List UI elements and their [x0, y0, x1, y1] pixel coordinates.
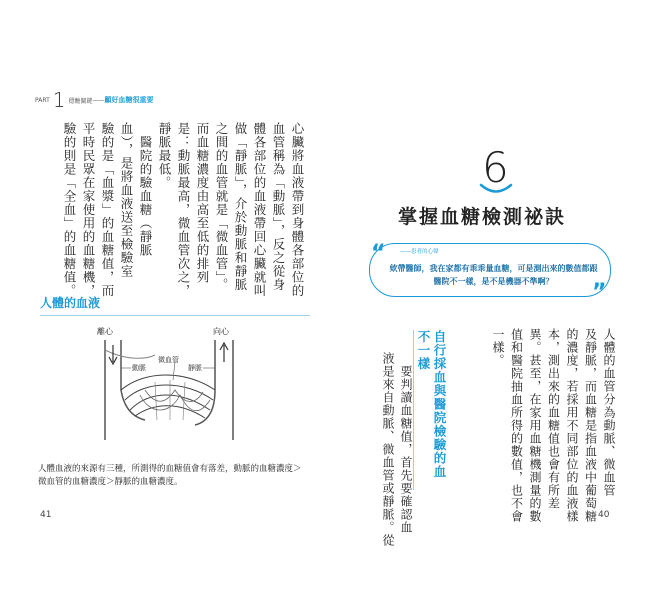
text-column: 心臟將血液帶到身體各部位的 [290, 122, 305, 298]
close-quote-icon: ” [592, 280, 607, 305]
text-column: 人體的血管分為動脈、微血管 [602, 328, 616, 497]
text-column: 做「靜脈」，介於動脈和靜脈 [233, 122, 248, 292]
text-column: 值和醫院抽血所得的數值，也不會 [509, 328, 524, 523]
page-number-left: 41 [40, 510, 52, 520]
text-column: 一樣。 [491, 328, 505, 367]
chapter-title: 掌握血糖檢測祕訣 [398, 206, 567, 228]
text-column: 是：動脈最高，微血管次之， [176, 122, 191, 298]
left-page [0, 0, 327, 609]
text-column: 靜脈最低。 [157, 122, 172, 190]
label-out-heart: 離心 [97, 327, 113, 336]
label-to-heart: 向心 [213, 327, 229, 336]
label-artery: 動脈 [132, 364, 146, 372]
text-column: 驗的是「血漿」的血糖值，而 [100, 122, 115, 298]
text-column: 要判讀血糖值，首先要確認血 [399, 352, 413, 534]
text-column: 平時民眾在家使用的血糖機， [81, 122, 96, 298]
text-column: 及靜脈，而血糖是指血液中葡萄糖 [583, 328, 598, 523]
text-column: 異。甚至，在家用血糖機測量的數 [528, 328, 542, 523]
text-column: 之間的血管就是「微血管」。 [214, 122, 229, 292]
label-capillary: 微血管 [158, 356, 179, 364]
text-column: 體各部位的血液帶回心臟就叫 [252, 122, 267, 298]
diagram-caption: 人體血液的來源有三種，所測得的血糖值會有落差，動脈的血糖濃度＞微血管的血糖濃度＞靜脈的血糖濃度。 [38, 464, 302, 487]
arrow-up-icon [220, 343, 228, 362]
text-column: 本，測出來的血糖值也會有所差 [546, 328, 561, 510]
open-quote-icon: “ [371, 241, 386, 266]
header-part-number: 1 [52, 88, 66, 112]
page-number-right: 40 [598, 510, 610, 520]
question-label: ——患者的心聲 [397, 247, 442, 255]
label-vein: 靜脈 [188, 364, 202, 372]
text-column: 驗的則是「全血」的血糖值。 [62, 122, 77, 298]
text-column: 而血糖濃度由高至低的排列 [195, 122, 210, 284]
section-rule [40, 315, 310, 316]
header-title: 顧好血糖很重要 [104, 96, 154, 104]
sub-heading-line-2: 不一樣 [416, 330, 431, 371]
header-category: 穩醣關鍵 [68, 97, 93, 105]
section-heading: 人體的血液 [40, 296, 101, 310]
text-column: 血），是將血液送至檢驗室 [119, 122, 134, 278]
running-header [35, 90, 154, 110]
text-column: 的濃度，若採用不同部位的血液樣 [565, 328, 579, 523]
text-column: 液是來自動脈、微血管或靜脈。從 [381, 352, 395, 547]
header-part: PART [35, 96, 50, 104]
sub-heading-line-1: 自行採血與醫院檢驗的血 [432, 330, 447, 479]
text-column: 血管稱為「動脈」，反之從身 [271, 122, 286, 292]
chapter-number: 6 [482, 143, 509, 192]
text-column: 醫院的驗血糖（靜脈 [138, 122, 153, 257]
blood-vessel-diagram [85, 320, 255, 455]
smile-icon [478, 182, 514, 196]
header-dash: —— [92, 96, 105, 104]
question-text: 欸帶醫師，我在家都有乖乖量血糖，可是測出來的數值都跟醫院不一樣，是不是機器不準啊？ [389, 264, 598, 286]
